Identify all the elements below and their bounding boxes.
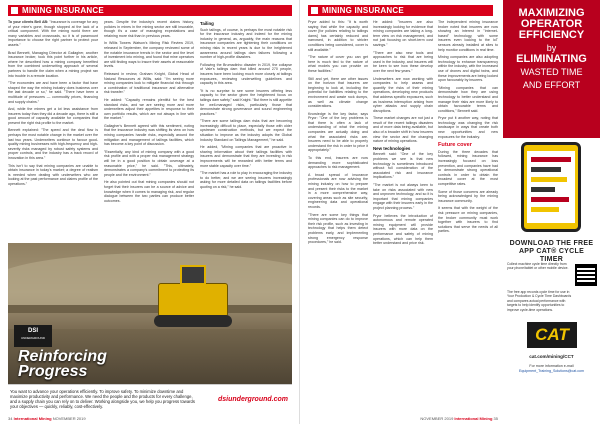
footer-left: 34 International Mining NOVEMBER 2019 [8,416,86,421]
paragraph: Pryor believes the introduction of autonomous and remote operated mining equipment will provide insurers with more data on the performance and safety of mining operations, which can help them better understand and price risk. [373,213,433,246]
article-column-5 [373,20,433,412]
paragraph: Brad Bennett, Managing Director at Gallagher, another insurance broker, took this point further in his article, where he described how a mining company benefited from the combined underwriting approach of several partners to handle the claim when a mining project ran into trouble in a remote location. [8,50,98,78]
app-description: Collect machine cycle time directly from your phone/tablet or other mobile device. [507,262,569,271]
paragraph: And, while the miners get a lot less assistance from insurers today than they did a decade ago, there is still a good amount of capacity available for companies that present the right risk profile to the market. [8,107,98,125]
paragraph: He also pointed out that mining companies should not forget that their insurers can be a source of advice and knowledge when it comes to managing risk, and regular dialogue between the two parties can produce better outcomes. [104,180,194,203]
paragraph: To this end, insurers are now demanding more sophisticated approaches to risk management. [308,156,368,170]
section-header-right: MINING INSURANCE [308,5,493,16]
paragraph: Gallagher's Bennett agreed with this sentiment, noting that the insurance industry was shifting its view on how mining companies handle risks, especially around the mitigation and management of tailings facilities, which has become a key point of discussion. [104,123,194,147]
paragraph: He added: "Capacity remains plentiful for the best standard risks, and we are seeing more and more underwriters adjust their appetites in response to their own portfolio results, which are not always in line with the market." [104,97,194,121]
article-column-6 [438,20,498,412]
dsi-logo: DSI UNDERGROUND [14,325,52,347]
paragraph: To your clients Bell AB: "Insurance is coverage for any of your mine's gone, though stopped at the lack of a critical component. With the mining world there are many variables and crossroads, so it is of paramount importance to choose the right partner to protect your assets." [8,20,98,47]
dozer-body [158,283,228,317]
ad-heading: Reinforcing Progress [18,348,107,380]
paragraph: This isn't to say that mining companies are unable to obtain insurance in today's market; a degree of realism is needed when dealing with underwriters who are looking at the past performance and claims profile of the operations." [8,163,98,186]
screen-bar [531,197,569,202]
paragraph: "Mining companies that can demonstrate how they are using technology to better understand and manage their risks are more likely to obtain favourable terms and conditions," Bennett said. [438,85,498,113]
screen-bar [531,167,561,172]
paragraph: During the three decades that followed, mining insurance has increasingly focused on loss prevention, and companies have had to demonstrate strong operational controls in order to obtain the broadest cover at the most competitive rates. [438,149,498,186]
paragraph: A broad spread of insurance professionals are now advising the mining industry on how to prepare and present their risks to the market in a more comprehensive way, covering areas such as site security, engineering data and operational records. [308,172,368,209]
paragraph: Some of those concerns are already being acknowledged by the mining insurance community. [438,189,498,203]
paragraph: Pryor put it another way, noting that technology was changing the risk landscape in ways that create both new opportunities and new exposures for the industry. [438,116,498,139]
paragraph: "The nature of cover you can get here is much tied to the nature of what models you can provide on these facilities." [308,55,368,73]
article-column-1 [8,20,98,242]
paragraph: "The market is not always keen to take on risks associated with new and unproven technology, and so it is important that mining companies engage with their insurers early in the project planning process." [373,183,433,210]
paragraph: "It is no surprise to see some insurers offering less capacity to the sector given the heightened focus on tailings dam safety," said Knight. "But there is still appetite for well-managed risks, particularly those that demonstrate strong governance and sound engineering practices." [200,88,292,116]
paragraph: "There are some key things that mining companies can do to improve their risk profile, such as investing in technology that helps them detect problems early, and implementing strong emergency response procedures," he said. [308,212,368,245]
phone-app-illustration [521,142,581,232]
paragraph: Bennett explained: "The speed and the deal flow is perhaps the most notable change in the market over the last two years. Underwriters continue to favour good-quality mining businesses with high-frequency and high-severity risks managed by robust safety systems and proper controls, and the industry has a track record of innovation in this area." [8,128,98,161]
subheading-new-technologies: New technologies [373,145,411,151]
subheading-tailing: Tailing [200,21,214,26]
article-column-4 [308,20,368,412]
paragraph: He added, "Mining companies that are proactive in sharing information about their tailings facilities with insurers and demonstrate that they are investing in risk improvements will be rewarded with better terms and more stable capacity over time." [200,145,292,168]
paragraph: In Willis Towers Watson's Mining Risk Review 2019, released in September, the company reviewed some of the notable insurance trends in the sector and the level of investment into mining, and found that mine operators are still finding ways to insure their assets at reasonable levels. [104,41,194,69]
paragraph: Still and yet, there are other issues on the horizon that insurers are beginning to look at, including the potential for liabilities relating to the environment and waste rock dumps, as well as climate change considerations. [308,76,368,109]
cat-logo: CAT [527,322,577,348]
cat-url-link[interactable]: cat.com/mining/CCT [529,354,574,359]
paragraph: He added: "Insurers are also increasingly looking for evidence that mining companies are taking a long-term view on risk management, and not just focusing on short-term cost savings." [373,20,433,47]
subheading-future-cover: Future cover [438,142,472,149]
ad-copy: You want to advance your operations efficiently. To improve safety. To minimize downtime and maximize productivity and performance. We need the people and the products for every challenge, and a supply chain you can rely on to deliver. Working alongside you, we help you progress towards your objectives — quickly, reliably, cost-effectively. [10,389,195,409]
contact-email-link[interactable]: Equipment_Training_Solutions@cat.com [518,368,585,373]
paragraph: Underwriters are now working with companies to help assess and quantify the risks of their mining operations, developing new products that address specific exposures, such as business interruption arising from cyber attacks and supply chain disruptions. [373,76,433,113]
footer-right: NOVEMBER 2019 International Mining 35 [420,416,498,421]
qr-code-icon[interactable] [575,264,597,286]
paragraph: "Essentially, any kind of mining company with a good risk profile and with a proper risk management strategy will be in a good position to obtain coverage at a reasonable price," he said. "This, ultimately, demonstrates a company's commitment to protecting its people and the environment." [104,149,194,177]
ad-url-link[interactable]: dsiunderground.com [218,396,288,403]
phone-screen [527,151,575,223]
article-column-3 [200,20,292,242]
section-header-left: MINING INSURANCE [8,5,292,16]
quarry-hill [8,253,292,313]
paragraph: Mining companies are also adopting technology to enhance transparency within the industry, with the increased use of drones and digital twins, and these improvements are being looked upon favourably by insurers. [438,55,498,83]
screen-bar [531,207,559,212]
paragraph: Bennett said: "One of the key problems we see is that new technology is sometimes introduced without full consideration of the associated risk and insurance implications." [373,152,433,180]
paragraph: Released in review, Graham Knight, Global Head of Natural Resources at Willis, said: "I'm seeing more mining companies look to mitigate financial risk through a combination of traditional insurance and alternative risk transfer." [104,71,194,95]
paragraph: These market changes are not just a result of the recent tailings disasters and of more data being available, but also of a broader shift in how insurers view the sector and the changing nature of mining operations. [373,116,433,144]
article-column-2 [104,20,194,242]
paragraph: years. Despite the industry's recent claims history, policies in mines in the mining sector are still insurable, though it's a case of managing expectations and retaining more risk than in previous years. [104,20,194,38]
dozer-track [154,315,232,327]
app-detail: The free app records cycle time for use in Your Production & Cycle Time Dashboards and compares actual performance with targets to help identify opportunities to improve cycle-time operations. [507,290,572,312]
dsi-ad-strip [8,384,292,414]
paragraph: It seems that with the weight of the risk pressure on mining companies, the broker community must work together with insurers to find solutions that serve the needs of all parties. [438,206,498,234]
screen-bar [531,187,555,192]
screen-bar [531,157,571,162]
paragraph: "There are also new tools and approaches to risk that are being used in the industry, and insurers will be keen to see how these develop over the next few years." [373,50,433,73]
dsi-ad-photo [8,243,292,384]
paragraph: Pryor added to this: "It is worth saying that while the capacity and cover [for policies relating to tailings dams] has certainly reduced and narrowed, in addition to stricter conditions being considered, cover is still available." [308,20,368,52]
paragraph: The independent mining insurance broker noted that insurers are now showing an interest in "internet-based" technology, with some insurers even looking to the IoT sensors already installed at sites to help monitor conditions in real time. [438,20,498,52]
screen-bar [531,177,567,182]
paragraph: Following the Brumadinho disaster in 2019, the collapse of Vale's tailings dam that killed around 270 people, insurers have been looking much more closely at tailings exposures, reviewing underwriting guidelines and capacity in this area. [200,62,292,86]
cat-cycle-timer-ad [503,0,600,424]
download-app-heading: DOWNLOAD THE FREE APP CAT® CYCLE TIMER [509,240,594,263]
quarry-bench [8,305,292,313]
paragraph: Such tailings, of course, is perhaps the most notable risk for the insurance industry and indeed for the mining industry in general, as, arguably, the main reasons that insurance companies are tightening their conditions on mining risks in recent years is due to the heightened awareness around tailings dam failures following a number of high-profile disasters. [200,27,292,60]
paragraph: "There are some tailings dam risks that are becoming increasingly difficult to place, especially those with older upstream construction methods, but we expect the situation to improve as the industry adopts the Global Industry Standard on Tailings Management," he said. [200,119,292,142]
paragraph: "The economies are and have been a factor that have shaped the way the mining industry does business over the last decade or so," he said. "There have been a multitude of pressures — commodity prices, financing and supply chains." [8,81,98,104]
cat-ad-headline: MAXIMIZING OPERATOR EFFICIENCY by ELIMINATING WASTED TIME AND EFFORT [503,0,600,138]
paragraph: Knowledge is the key factor, says Pryor: "One of the key problems is that there is often a lack of understanding of what the mining companies are actually doing and what the associated risks are. Insurers need to be able to properly understand the risk in order to price it appropriately." [308,111,368,153]
dozer-cab [180,265,206,285]
contact-info: For more information e-mail Equipment_Training_Solutions@cat.com [518,364,585,373]
paragraph: "The market has a role to play in encouraging the industry to do better, and we are seeing insurers increasingly asking for more detailed data on tailings facilities before quoting on a risk," he said. [200,171,292,189]
